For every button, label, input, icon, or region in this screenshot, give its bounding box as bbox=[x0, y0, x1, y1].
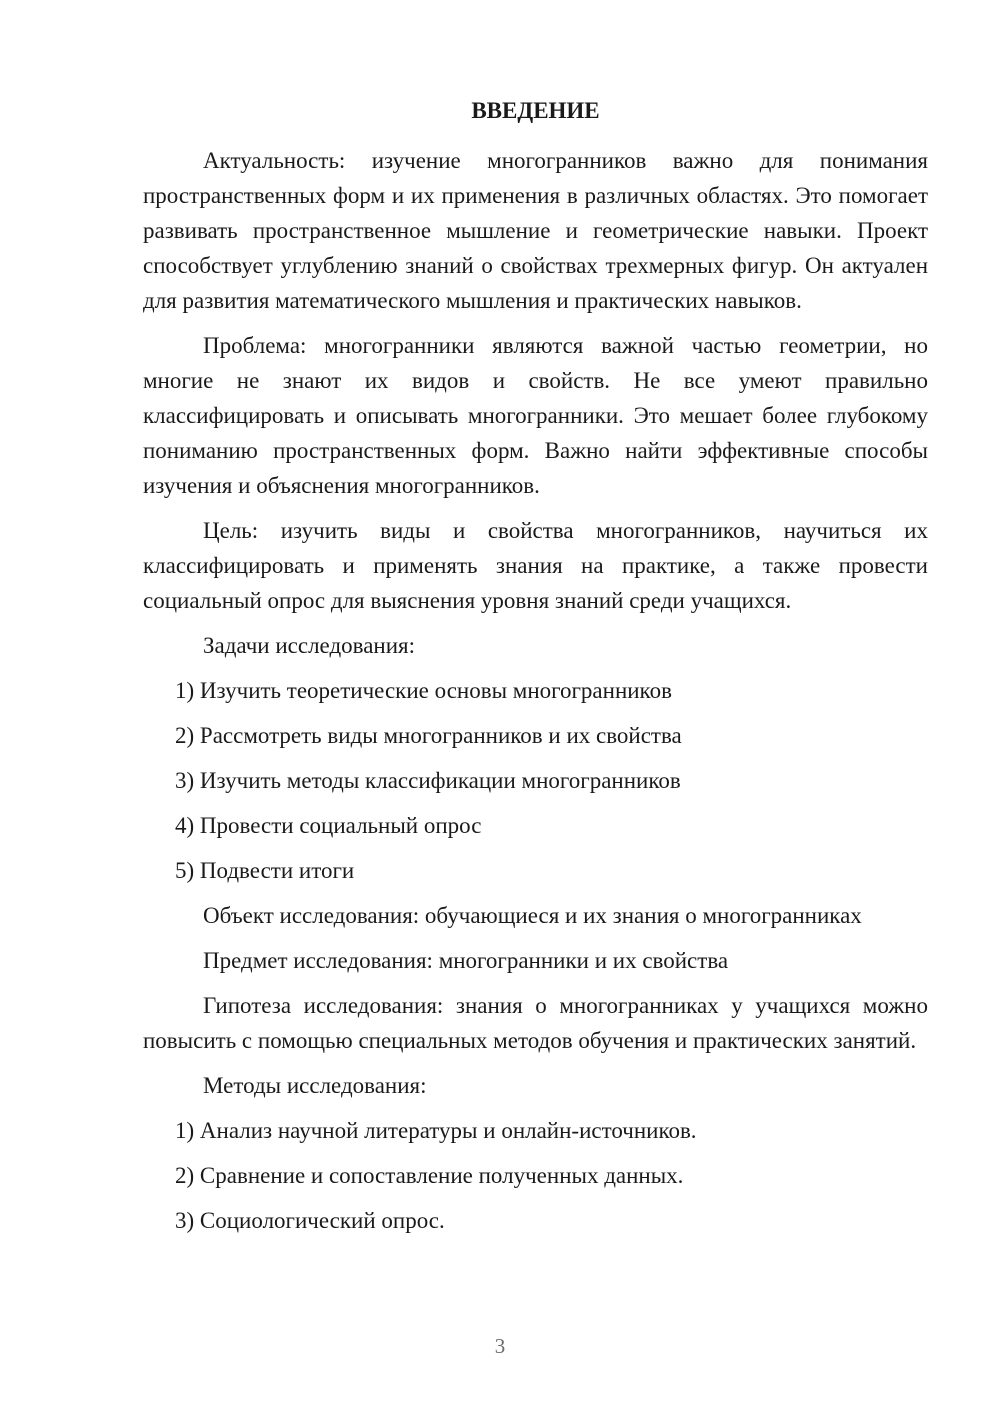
list-item: 1) Изучить теоретические основы многогранников bbox=[175, 678, 672, 703]
object-line: Объект исследования: обучающиеся и их знания о многогранниках bbox=[203, 903, 862, 928]
tasks-list bbox=[143, 673, 928, 888]
list-item: 3) Изучить методы классификации многогранников bbox=[175, 768, 681, 793]
problem-paragraph: Проблема: многогранники являются важной частью геометрии, но многие не знают их видов и свойств. Не все умеют правильно классифицировать и описывать многогранники. Это мешает более глубокому пониманию пространственных форм. Важно найти эффективные способы изучения и объяснения многогранников. bbox=[143, 333, 928, 498]
list-item: 2) Сравнение и сопоставление полученных данных. bbox=[175, 1163, 684, 1188]
list-item: 2) Рассмотреть виды многогранников и их свойства bbox=[175, 723, 682, 748]
list-item: 5) Подвести итоги bbox=[175, 858, 355, 883]
section-title: ВВЕДЕНИЕ bbox=[471, 98, 600, 123]
page-number: 3 bbox=[494, 1334, 506, 1358]
tasks-label: Задачи исследования: bbox=[203, 633, 416, 658]
page-content bbox=[143, 96, 928, 1248]
list-item: 4) Провести социальный опрос bbox=[175, 813, 482, 838]
methods-label: Методы исследования: bbox=[203, 1073, 427, 1098]
list-item: 1) Анализ научной литературы и онлайн-источников. bbox=[175, 1118, 697, 1143]
relevance-paragraph: Актуальность: изучение многогранников важно для понимания пространственных форм и их применения в различных областях. Это помогает развивать пространственное мышление и геометрические навыки. Проект способствует углублению знаний о свойствах трехмерных фигур. Он актуален для развития математического мышления и практических навыков. bbox=[143, 148, 928, 313]
methods-list bbox=[143, 1113, 928, 1238]
hypothesis-paragraph: Гипотеза исследования: знания о многогранниках у учащихся можно повысить с помощью специальных методов обучения и практических занятий. bbox=[143, 993, 928, 1053]
subject-line: Предмет исследования: многогранники и их свойства bbox=[203, 948, 729, 973]
goal-paragraph: Цель: изучить виды и свойства многогранников, научиться их классифицировать и применять знания на практике, а также провести социальный опрос для выяснения уровня знаний среди учащихся. bbox=[143, 518, 928, 613]
list-item: 3) Социологический опрос. bbox=[175, 1208, 445, 1233]
